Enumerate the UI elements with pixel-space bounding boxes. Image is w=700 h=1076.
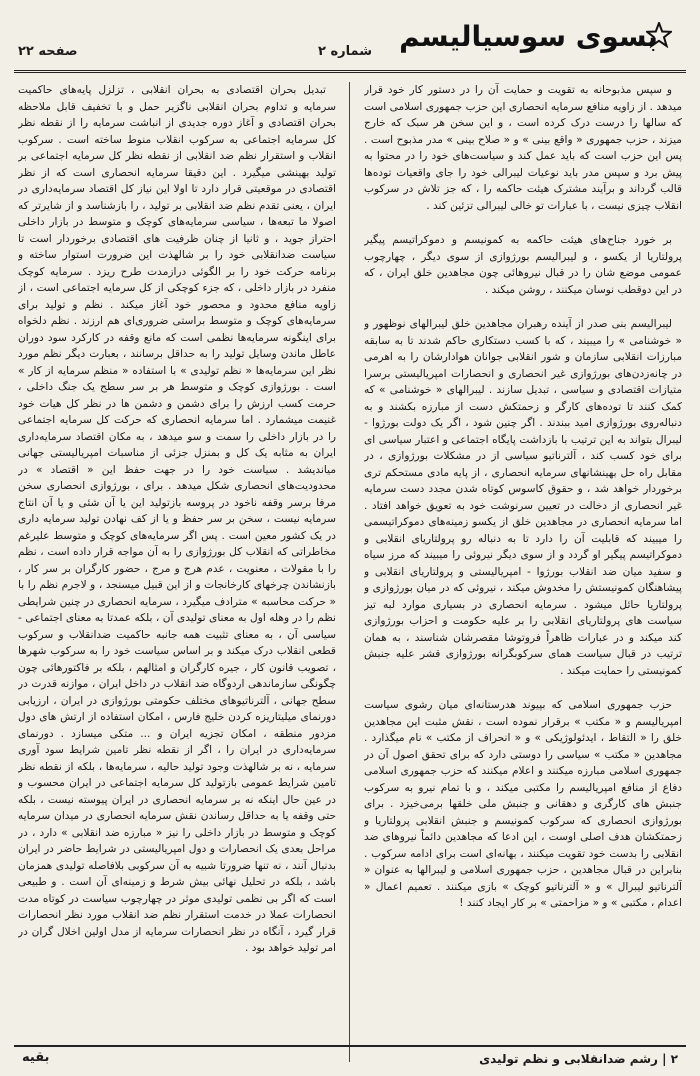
publication-logo: بسوی سوسیالیسم bbox=[399, 20, 658, 53]
continued-mark: بقیه bbox=[22, 1050, 50, 1065]
paragraph: تبدیل بحران اقتصادی به بحران انقلابی ، تزلزل پایه‌های حاکمیت سرمایه و تداوم بحران انقلابی ناگزیر حمل و با تخفیف قابل ملاحظه بحران اقتصادی و آغاز دوره جدیدی از انباشت سرمایه را از نقطه نظر کل سرمایه اجتماعی به سرکوب انقلاب منوط ساخته است . سرکوب انقلاب و استقرار نظم ضد انقلابی از نقطه نظر کل سرمایه اجتماعی بر تولید بهینشی میگیرد . این دقیقا سرمایه انحصاری است که از نظر اقتصادی در موقعیتی قرار دارد تا اولا این نیاز کل اقتصاد سرمایه‌داری در ایران ، یعنی تقدم نظم ضد انقلابی بر تولید ، را بازشناسد و از شایرتر که اصولا ما تبعه‌ها ، سیاسی سرمایه‌های کوچک و متوسط در بازار داخلی احتراز جوید ، و ثانیا از چنان ظرفیت های اقتصادی برخوردار است تا سیاست ضدانقلابی خود را بر شالهذت این ضرورت استوار ساخته و برنامه حرکت خود را بر الگوئی درازمدت طرح ریزد . سرمایه کوچک منفرد در بازار داخلی ، که جزء کوچکی از کل سرمایه اجتماعی است ، از زاویه منافع محدود و محصور خود آغاز میکند . نظم و تولید برای سرمایه‌های کوچک و متوسط براستی ضروری‌ای هم ارزند . نظم دلخواه برای اینگونه سرمایه‌ها نظمی است که مانع وقفه در کارکرد سود دوران عاطل ماندن وسایل تولید را به حداقل برسانند ، بعبارت دیگر نظم مورد نظر این سرمایه‌ها « نظم تولیدی » با استفاده « منظم سرمایه از کار » است . بورژوازی کوچک و متوسط هر بر سر سطح یک جنگ داخلی ، حرمت کسب ارزش را برای دشمن و دشمن ها در نظر کل هیات خود غنیمت میشمارد . اما سرمایه انحصاری که حرکت کل سرمایه اجتماعی را در بازار داخلی را سمت و سو میدهد ، به مکان اقتصاد سرمایه‌داری ایران به مثابه یک کل و بمنزل جزئی از مناسبات امپریالیستی جهانی میاندیشد . سیاست خود را در جهت حفظ این « اقتصاد » در محدودیت‌های انحصاری شکل میدهد . برای ، بورژوازی انحصاری سخن مرفا برسر وقفه ناخود در پروسه بازتولید این یا آن شئی و یا آن انتاج سرمایه نیست ، سخن بر سر حفظ و یا از کف نهادن تولید سرمایه داری در یک کشور معین است . پس اگر سرمایه‌های کوچک و متوسط علیرغم مخاطراتی که انقلاب کل بورژوازی را به آن مواجه قرار داده است ، نظم را با مقولات ، معنویت ، عدم هرج و مرج ، حضور کارگران بر سر کار ، بازنشاندن چرخهای کارخانجات و از این قبیل میسنجد ، و لاجرم نظم را با « حرکت محاسبه » مترادف میگیرد ، سرمایه انحصاری در چنین شرایطی نظم را در وهله اول به معنای تولیدی آن ، بلکه عمدتا به معنای اجتماعی - سیاسی آن ، به معنای تثبیت همه جانبه حاکمیت ضدانقلاب و سرکوب قطعی انقلاب درک میکند و بر اساس سیاست خود را به سرکوب شهرها ، تصویب قانون کار ، جیره کارگران و امثالهم ، بلکه بر فاکتورهائی چون چگونگی سازماندهی اردوگاه ضد انقلاب در داخل ایران ، موازنه قدرت در سطح جهانی ، آلترناتیوهای مختلف حکومتی بورژوازی در ایران ، ارزیابی دورنمای میلیتاریزه کردن خلیج فارس ، امکان استفاده از ارتش های دول مزدور منطقه ، امکان تجزیه ایران و ... متکی میسازد . دورنمای سرمایه‌داری در ایران را ، اگر از نقطه نظر تامین شرایط سود آوری سرمایه ، نه بر شالهذت وجود تولید حالیه ، سرمایه‌ها ، بلکه از نقطه نظر تامین شرایط عمومی بازتولید کل سرمایه اجتماعی در ایران محسوب و در عین حال اینکه نه بر سرمایه انحصاری در ایران پیوسته نیست ، بلکه حتی وقفه یا به حداقل رساندن نقش سرمایه انحصاری در میدان سرمایه کوچک و متوسط در بازار داخلی را نیز « مبارزه ضد انقلابی » دارد ، در مراحل بعدی یک انحصارات و دول امپریالیستی در شرایط حاضر در ایران بدنبال آنند ، نه تنها ضرورتا شبیه به آن سرکوبی بلافاصله تولیدی همزمان باشد ، بلکه در تحلیل نهائی بیش شرط و زمینه‌ای آن است . و طبیعی است که اگر بی نظمی تولیدی موثر در چهارچوب سیاست در کوتاه مدت انحصارات عملا در خدمت استقرار نظم ضد انقلاب مورد نظر انحصارات قرار گیرد ، آنگاه در نظر انحصارات سرمایه از مدل اولین اخلال گران در امر تولید خواهد بود . bbox=[18, 84, 336, 954]
paragraph: حزب جمهوری اسلامی که بپیوند هدرستانه‌ای میان رشوی سیاست امپریالیسم و « مکتب » برقرار نموده است ، نقش مثبت این مجاهدین خلق را « التقاط ، ایدئولوژیکی » و « انحراف از مکتب » نام میگذارد . مجاهدین « مکتب » سیاسی را دوستی دارد که برای تحقق اصول آن در جمهوری اسلامی مبارزه میکنند و اعلام میکنند که حزب جمهوری اسلامی دفاع از منافع امپریالیسم را مکتبی میکند ، و با تمام نیرو به سرکوب جنبش های کارگری و دهقانی و جنبش ملی خلقها برمی‌خیزد . برای بورژوازی انحصاری که سرکوب کمونیسم و جنبش انقلابی پرولتاریا و زحمتکشان هدف اصلی اوست ، این ادعا که مجاهدین دائماً نیروهای ضد انقلابی را بدست خود تقویت میکنند ، بهانه‌ای است برای ادامه سرکوب . بنابراین در قبال مجاهدین ، حزب جمهوری اسلامی و لیبرالها به عنوان « آلترناتیو لیبرال » و « آلترناتیو کوچک » بازی میکنند . تعمیم اعمال « اعدام ، مکتبی » و « مزاحمتی » بر کار ایجاد کنند ! bbox=[364, 699, 682, 909]
header-rule bbox=[14, 70, 686, 73]
paragraph: و سپس مذبوحانه به تقویت و حمایت آن را در دستور کار خود قرار میدهد . از زاویه منافع سرمایه انحصاری این حزب جمهوری اسلامی است که سالها را درست درک کرده است ، و این سخن هر سبک که خارج میزند ، حزب جمهوری « واقع بینی » و « صلاح بینی » مدر مذبوح است . پس این حزب است که باید عمل کند و سیاست‌های خود را در محتوا به پیش برد و سپس مدر باید نوعیات لیبرالی خود را جای واقعیات توده‌ها قالب گرداند و برآیند مشترک هیئت حاکمه را ، که جز تلاش در سرکوب انقلاب چیزی نیست ، با عبارات تو خالی لیبرالی تزئین کند . bbox=[364, 84, 682, 212]
left-column bbox=[18, 82, 336, 972]
column-divider bbox=[349, 82, 350, 1062]
paragraph: لیبرالیسم بنی صدر از آینده رهبران مجاهدین خلق لیبرالهای نوظهور و « خوشنامی » را میبیند ، که با کسب دستکاری حاکم شدند تا به سابقه مبارزات انقلابی سازمان و شور انقلابی جوانان هوادارشان را به اهرمی در چانه‌زدن‌های بورژوازی غیر انحصاری و انحصارات امپریالیستی برسرا متیازات اقتصادی و سیاسی ، تبدیل سازند . لیبرالهای « خوشنامی » که کمک کنند تا توده‌های کارگر و زحمتکش دست از مبارزه بکشند و به دنباله‌روی بورژوازی امید ببندند . اگر چنین شود ، اگر یک دولت بورژوا - لیبرال بتواند به این ترتیب با بازداشت پایگاه اجتماعی و اعتبار سیاسی ای برای خود کسب کند ، آلترناتیو سیاسی از در مشکلات بورژوازی ، در مقابل راه حل بهینشانهای سرمایه انحصاری ، از پایه مادی مستحکم تری برخوردار خواهد شد ، و حقوق کاسوس کوتاه شدن مجدد دست سرمایه غیر انحصاری از دخالت در تعیین سرنوشت خود به تعویق خواهد افتاد . اما سرمایه انحصاری در مجاهدین خلق از یکسو زمینه‌های دموکراتیسمی را میبیند که قابلیت آن را دارد تا به دنباله رو پرولتاریای انقلابی و دموکراتیسم پیگیر او گردد و از سوی دیگر نیروئی را میبیند که مرز سیاه و سفید میان ضد انقلاب بورژوا - امپریالیستی و پرولتاریای انقلابی و پیشاهنگان کمونیستش را مخدوش میکند ، نیروئی که در میان بورژوازی و پرولتاریا حائل میشود . سرمایه انحصاری در بسیاری موارد لبه تیز سیاست های پرولتاریای انقلابی را بر علیه حکومت و احزاب بورژوازی کند میکند و در عبارات ظاهراً فروتوشا مقصرشان شناسند ، به همان ترتیب در قبال سیاست همای سرکوبگرانه بورژوازی قشر علیه جنبش کمونیستی را حمایت میکند . bbox=[364, 318, 682, 677]
footer-rule bbox=[14, 1045, 686, 1047]
right-column bbox=[364, 82, 682, 972]
issue-number: شماره ۲ bbox=[318, 44, 373, 59]
page-number: صفحه ۲۲ bbox=[18, 44, 78, 59]
footer-series-title: ۲ | رشم ضدانقلابی و نظم تولیدی bbox=[479, 1052, 678, 1066]
paragraph: بر خورد جناح‌های هیئت حاکمه به کمونیسم و دموکراتیسم پیگیر پرولتاریا از یکسو ، و لیبرالیسم بورژوازی از سوی دیگر ، چهارچوب عمومی موضع شان را در قبال نیروهائی چون مجاهدین خلق ایران ، که در این دوقطب نوسان میکنند ، روشن میکند . bbox=[364, 234, 682, 296]
